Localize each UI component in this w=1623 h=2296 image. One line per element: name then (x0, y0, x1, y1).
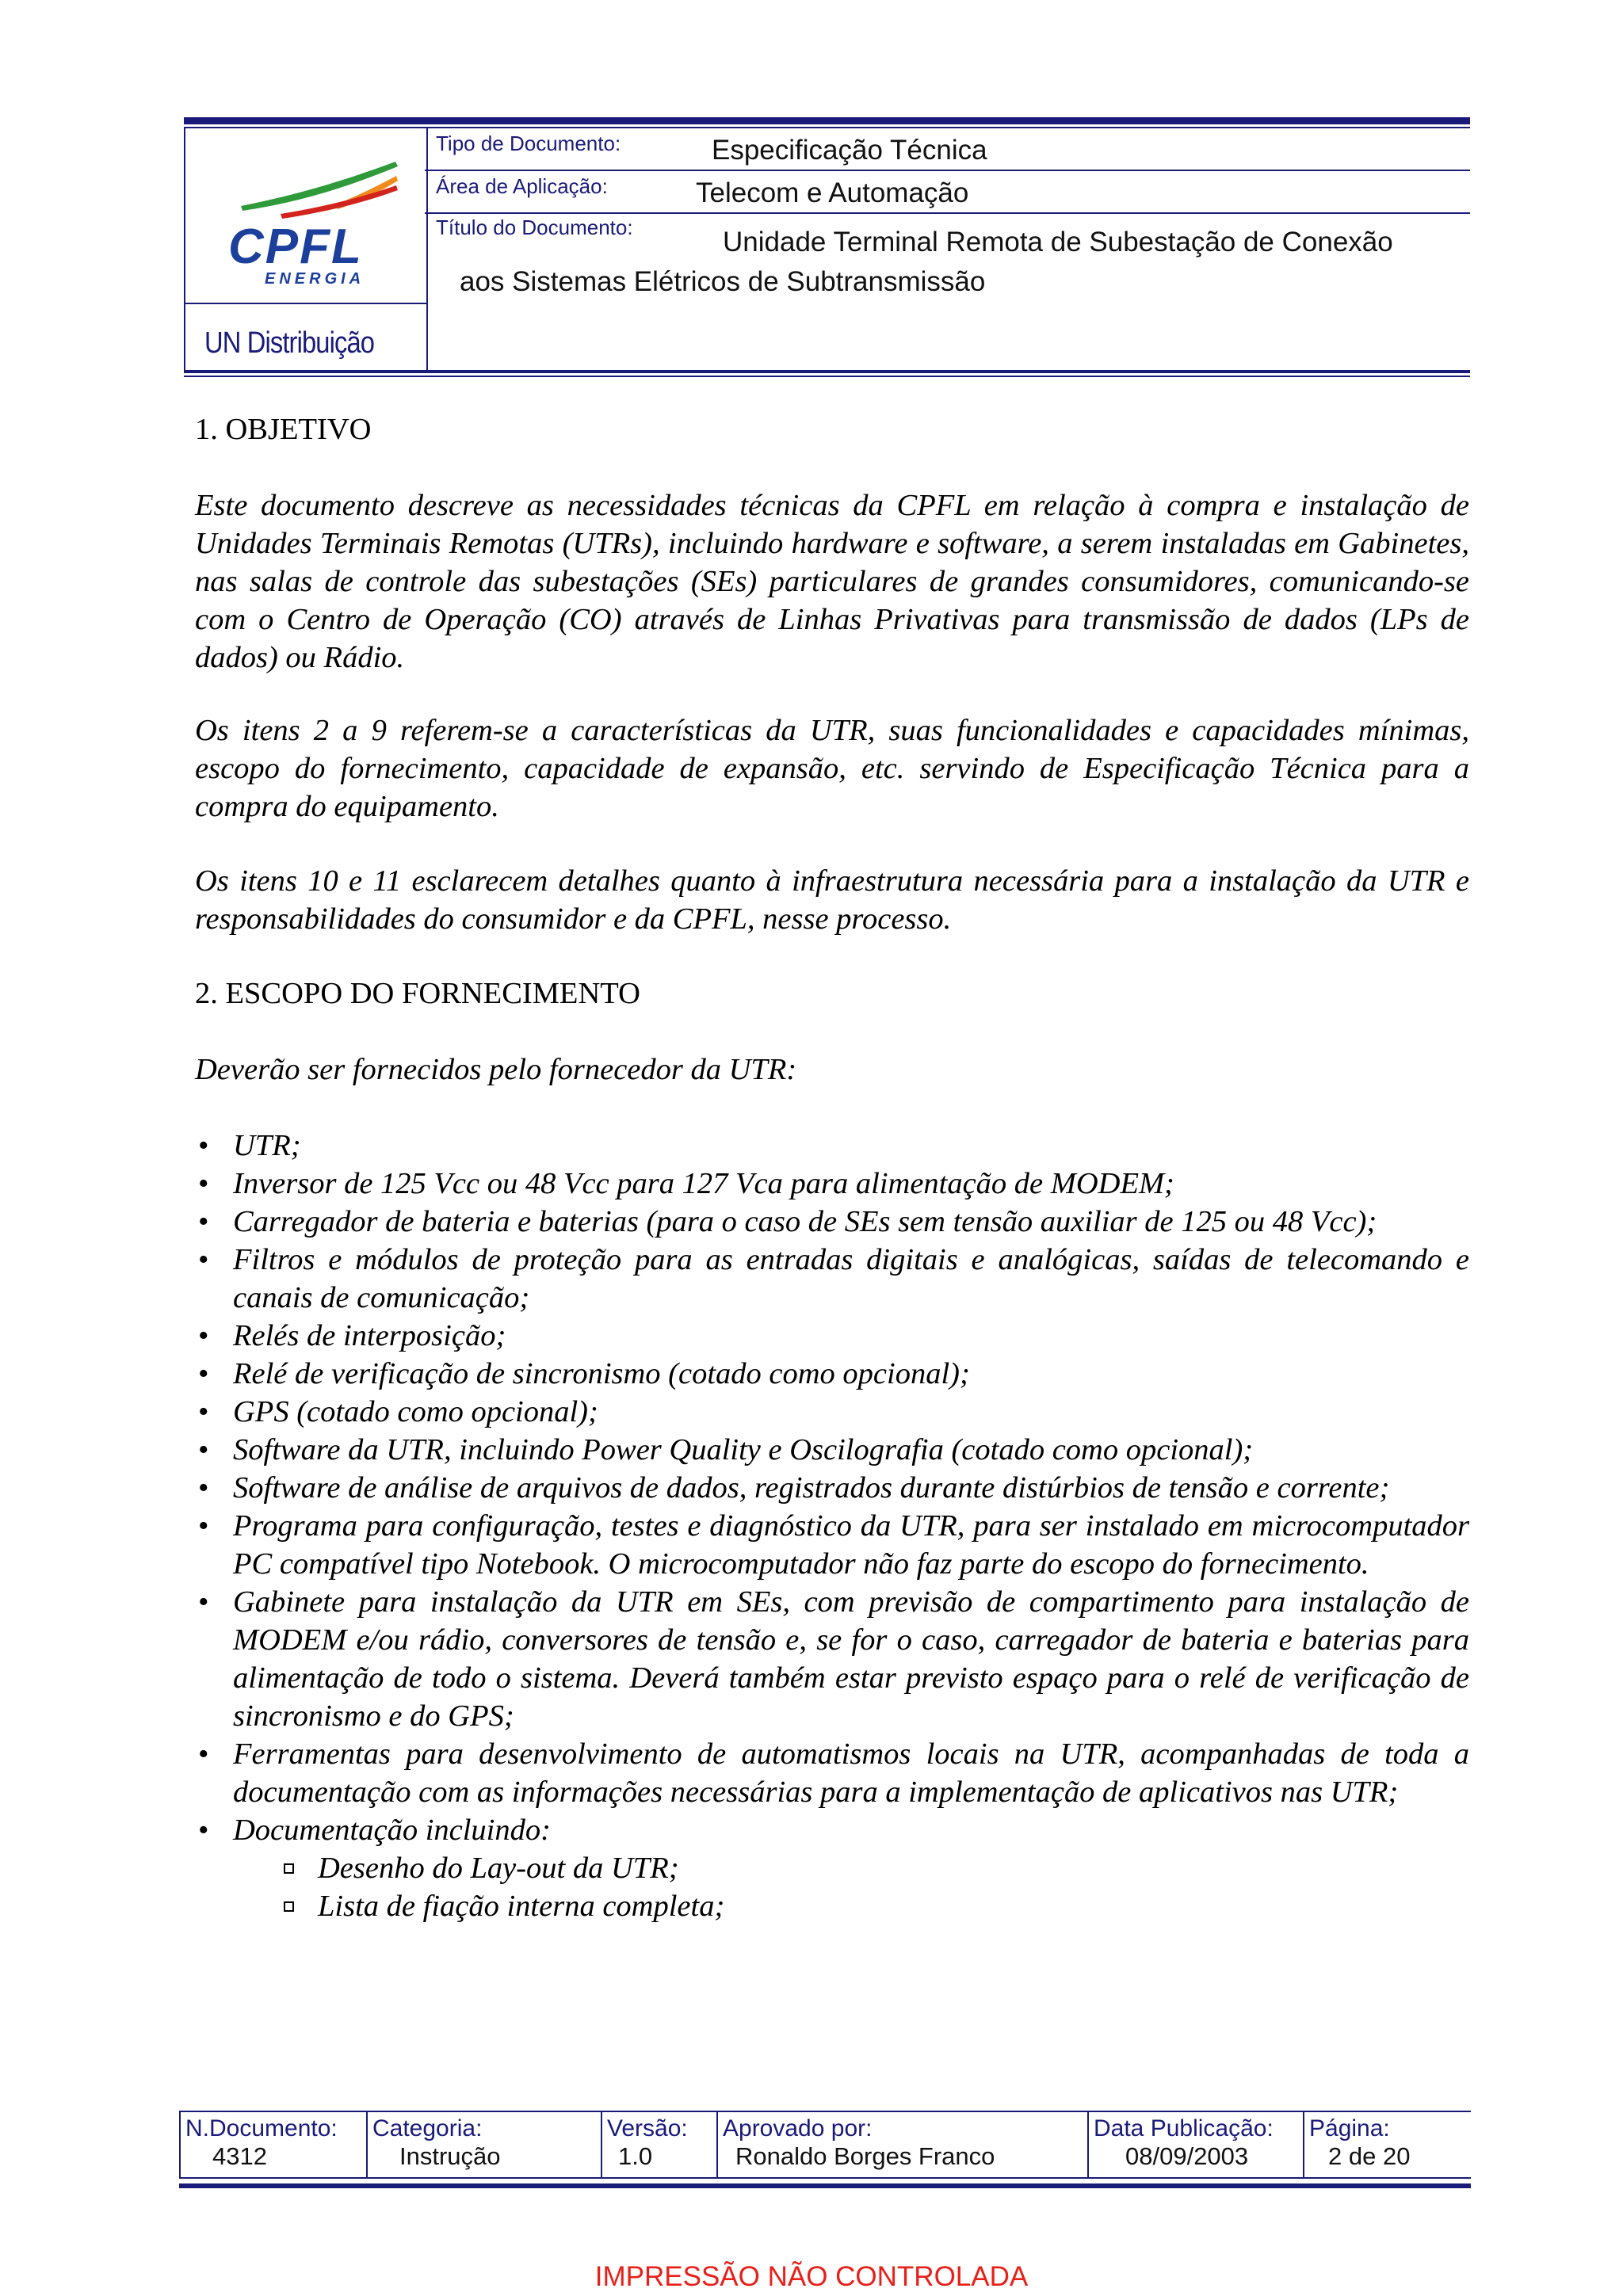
list-item: • Programa para configuração, testes e diagnóstico da UTR, para ser instalado em microcomputador PC compatível tipo Notebook. O microcomputador não faz parte do escopo do fornecimento. (195, 1507, 1469, 1583)
paragraph: Deverão ser fornecidos pelo fornecedor da UTR: (195, 1053, 797, 1086)
cpfl-logo (217, 152, 399, 287)
logo-wordmark: CPFL (228, 219, 363, 274)
list-item: • Gabinete para instalação da UTR em SEs, com previsão de compartimento para instalação de MODEM e/ou rádio, conversores de tensão e, se for o caso, carregador de bateria e baterias para alimentação de todo o sistema. Deverá também estar previsto espaço para o relé de verificação de sincronismo e do GPS; (195, 1583, 1469, 1735)
footer-cell-publication-date (1087, 2112, 1304, 2177)
header-top-rule (184, 117, 1470, 124)
logo-panel (184, 128, 428, 370)
sub-list-item-text: Desenho do Lay-out da UTR; (318, 1852, 679, 1885)
bullet-list (195, 1127, 1469, 1849)
approved-by-value: Ronaldo Borges Franco (735, 2142, 995, 2170)
header-bottom-rule-thin (184, 376, 1470, 377)
list-item: • Carregador de bateria e baterias (para o caso de SEs sem tensão auxiliar de 125 ou 48 Vcc); (195, 1203, 1469, 1241)
logo-divider (185, 303, 426, 304)
version-value: 1.0 (618, 2142, 653, 2170)
list-item: • Ferramentas para desenvolvimento de automatismos locais na UTR, acompanhadas de toda a documentação com as informações necessárias para a implementação de aplicativos nas UTR; (195, 1735, 1469, 1811)
page-label: Página: (1309, 2115, 1390, 2142)
section-objetivo (195, 410, 1469, 448)
uncontrolled-print-notice: IMPRESSÃO NÃO CONTROLADA (594, 2261, 1029, 2292)
objetivo-paragraph-1 (195, 486, 1469, 677)
footer-bottom-rule-thin (179, 2177, 1471, 2179)
section-escopo (195, 974, 1469, 1013)
list-item: • UTR; (195, 1127, 1469, 1165)
sub-list-item (195, 1849, 1469, 1887)
title-value-line2: aos Sistemas Elétricos de Subtransmissão (460, 266, 986, 297)
doc-number-label: N.Documento: (185, 2115, 338, 2142)
section-heading: 1. OBJETIVO (195, 413, 372, 446)
header-bottom-rule (184, 370, 1470, 373)
escopo-list (195, 1127, 1469, 1925)
doc-number-value: 4312 (212, 2142, 267, 2170)
doc-type-value: Especificação Técnica (712, 135, 987, 166)
logo-subtitle: ENERGIA (265, 270, 365, 287)
list-item: • Relé de verificação de sincronismo (cotado como opcional); (195, 1355, 1469, 1393)
business-unit-label: UN Distribuição (204, 326, 375, 360)
area-label: Área de Aplicação: (436, 174, 608, 198)
list-item: • Software de análise de arquivos de dados, registrados durante distúrbios de tensão e corrente; (195, 1469, 1469, 1507)
escopo-intro (195, 1051, 1469, 1089)
footer-cell-page (1303, 2112, 1472, 2177)
header-row-divider (425, 170, 1470, 171)
document-header (184, 117, 1470, 377)
header-row-divider (425, 212, 1470, 214)
checkbox-bullet-icon (284, 1901, 294, 1912)
publication-date-value: 08/09/2003 (1125, 2142, 1249, 2170)
paragraph: Os itens 2 a 9 referem-se a características da UTR, suas funcionalidades e capacidades mínimas, escopo do fornecimento, capacidade de expansão, etc. servindo de Especificação Técnica para a compra do equipamento. (195, 714, 1469, 823)
publication-date-label: Data Publicação: (1094, 2115, 1274, 2142)
logo-swoosh-green (241, 162, 398, 211)
category-value: Instrução (399, 2142, 501, 2170)
paragraph: Os itens 10 e 11 esclarecem detalhes quanto à infraestrutura necessária para a instalação da UTR e responsabilidades do consumidor e da CPFL, nesse processo. (195, 864, 1469, 936)
list-item: • Documentação incluindo: (195, 1811, 1469, 1849)
list-item: • Filtros e módulos de proteção para as entradas digitais e analógicas, saídas de telecomando e canais de comunicação; (195, 1241, 1469, 1317)
sub-list-item-text: Lista de fiação interna completa; (318, 1890, 725, 1923)
doc-type-label: Tipo de Documento: (436, 132, 621, 155)
list-item: • Inversor de 125 Vcc ou 48 Vcc para 127 Vca para alimentação de MODEM; (195, 1165, 1469, 1203)
title-label: Título do Documento: (436, 215, 633, 239)
footer-cell-version (601, 2112, 718, 2177)
approved-by-label: Aprovado por: (723, 2115, 873, 2142)
version-label: Versão: (607, 2115, 688, 2142)
list-item: • Relés de interposição; (195, 1317, 1469, 1355)
footer-cell-doc-number (179, 2112, 368, 2177)
paragraph: Este documento descreve as necessidades técnicas da CPFL em relação à compra e instalação de Unidades Terminais Remotas (UTRs), incluindo hardware e software, a serem instaladas em Gabinetes, nas salas de controle das subestações (SEs) particulares de grandes consumidores, comunicando-se com o Centro de Operação (CO) através de Linhas Privativas para transmissão de dados (LPs de dados) ou Rádio. (195, 489, 1469, 674)
page-value: 2 de 20 (1328, 2142, 1411, 2170)
sub-list (195, 1849, 1469, 1925)
list-item: • GPS (cotado como opcional); (195, 1393, 1469, 1431)
footer-bottom-rule (179, 2183, 1471, 2188)
sub-list-item (195, 1887, 1469, 1925)
document-footer (179, 2111, 1471, 2190)
list-item: • Software da UTR, incluindo Power Quality e Oscilografia (cotado como opcional); (195, 1431, 1469, 1469)
area-value: Telecom e Automação (696, 177, 969, 208)
section-heading: 2. ESCOPO DO FORNECIMENTO (195, 977, 640, 1010)
footer-cell-approved-by (716, 2112, 1089, 2177)
title-value-line1: Unidade Terminal Remota de Subestação de Conexão (723, 227, 1393, 257)
checkbox-bullet-icon (284, 1863, 294, 1874)
footer-cell-category (366, 2112, 602, 2177)
objetivo-paragraph-3 (195, 862, 1469, 938)
objetivo-paragraph-2 (195, 711, 1469, 826)
category-label: Categoria: (372, 2115, 483, 2142)
